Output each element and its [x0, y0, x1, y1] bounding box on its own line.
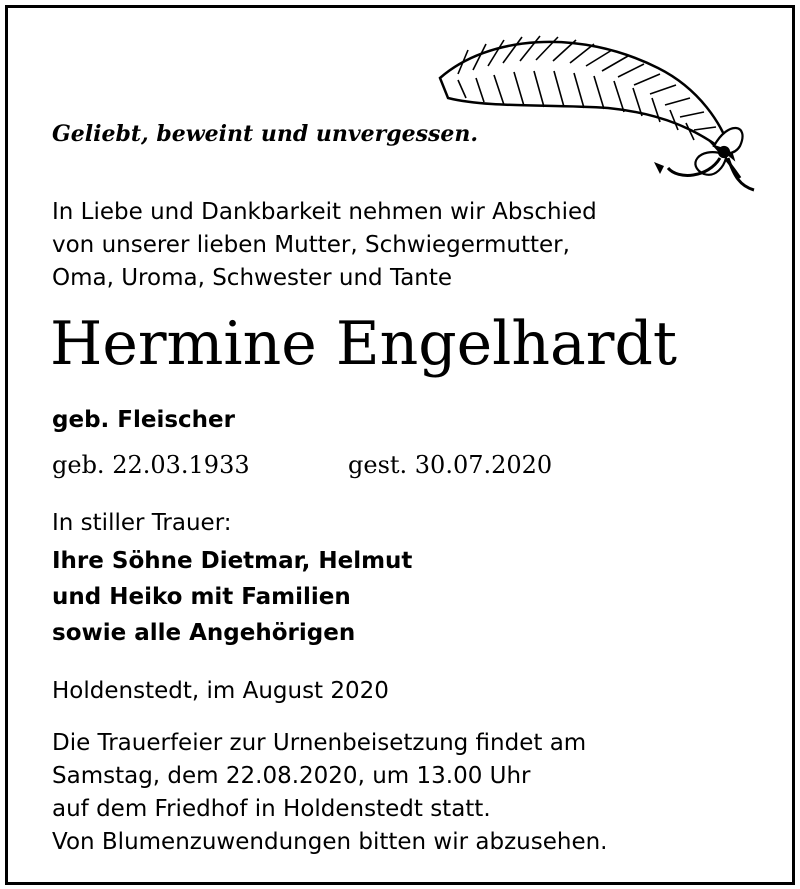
service-line: Von Blumenzuwendungen bitten wir abzusehen.: [52, 829, 608, 855]
deceased-name: Hermine Engelhardt: [50, 309, 677, 379]
motto: Geliebt, beweint und unvergessen.: [52, 121, 479, 147]
mourners-list: [52, 543, 412, 651]
service-line: auf dem Friedhof in Holdenstedt statt.: [52, 796, 491, 822]
intro-text: [52, 196, 597, 295]
birth-date: geb. 22.03.1933: [52, 451, 250, 479]
intro-line: Oma, Uroma, Schwester und Tante: [52, 265, 453, 291]
service-line: Samstag, dem 22.08.2020, um 13.00 Uhr: [52, 763, 531, 789]
death-date: gest. 30.07.2020: [348, 451, 553, 479]
feather-icon: [428, 28, 768, 198]
obituary-frame: [5, 5, 795, 885]
service-info: [52, 727, 608, 859]
mourners-line: Ihre Söhne Dietmar, Helmut: [52, 548, 413, 574]
intro-line: von unserer lieben Mutter, Schwiegermutter,: [52, 232, 570, 258]
mourners-line: und Heiko mit Familien: [52, 584, 351, 610]
place-date: Holdenstedt, im August 2020: [52, 678, 389, 704]
service-line: Die Trauerfeier zur Urnenbeisetzung findet am: [52, 730, 587, 756]
life-dates: [52, 451, 553, 479]
intro-line: In Liebe und Dankbarkeit nehmen wir Abschied: [52, 199, 597, 225]
mourners-line: sowie alle Angehörigen: [52, 620, 356, 646]
mourning-heading: In stiller Trauer:: [52, 510, 232, 536]
maiden-name: geb. Fleischer: [52, 407, 235, 433]
